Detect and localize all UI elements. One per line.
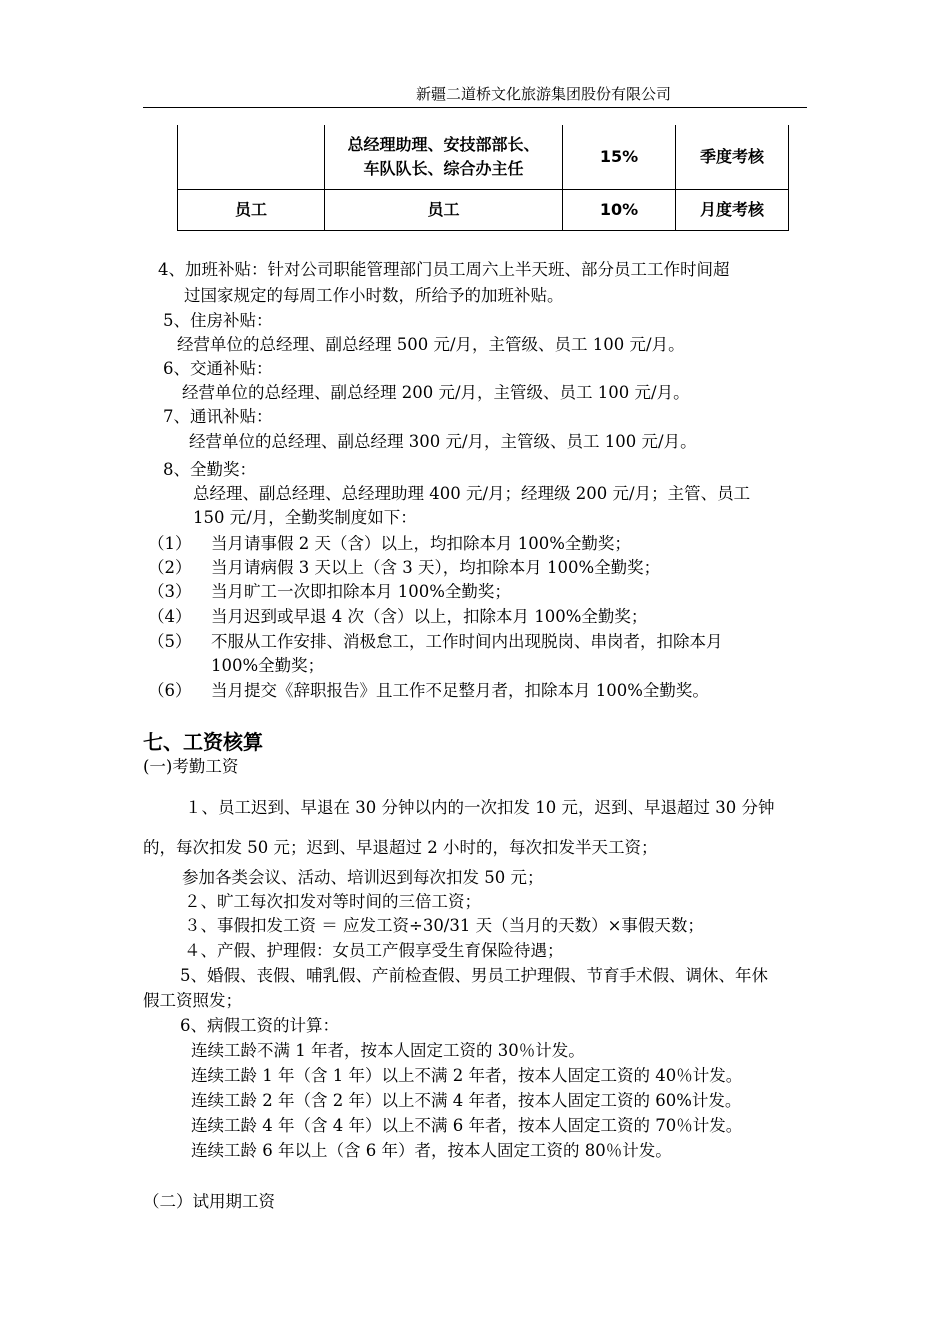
table-cell [325,125,563,190]
allowance-title: 7、通讯补贴： [163,407,273,426]
table-cell [178,125,325,190]
paragraph: ２、旷工每次扣发对等时间的三倍工资； [184,892,481,911]
table-cell: 10% [563,190,676,231]
paragraph: ４、产假、护理假：女员工产假享受生育保险待遇； [184,941,564,960]
rule-number: （3） [148,582,192,601]
paragraph: ３、事假扣发工资 ＝ 应发工资÷30/31 天（当月的天数）×事假天数； [184,916,704,935]
table-cell: 15% [563,125,676,190]
paragraph: 的，每次扣发 50 元；迟到、早退超过 2 小时的，每次扣发半天工资； [143,838,658,857]
header-rule [143,107,807,108]
cell-line: 车队队长、综合办主任 [363,159,524,178]
table-cell: 员工 [325,190,563,231]
bonus-table [177,125,789,231]
section-heading: 七、工资核算 [143,730,263,754]
allowance-detail: 经营单位的总经理、副总经理 500 元/月，主管级、员工 100 元/月。 [177,335,685,354]
rule-text: 当月旷工一次即扣除本月 100%全勤奖； [211,582,511,601]
rule-number: （6） [148,681,192,700]
allowance-detail: 经营单位的总经理、副总经理 200 元/月，主管级、员工 100 元/月。 [182,383,690,402]
cell-line: 总经理助理、安技部部长、 [347,135,540,154]
paragraph: 6、病假工资的计算： [180,1016,339,1035]
allowance-title: 6、交通补贴： [163,359,273,378]
rule-number: （2） [148,558,192,577]
rule-text: 当月请事假 2 天（含）以上，均扣除本月 100%全勤奖； [211,534,631,553]
paragraph: 假工资照发； [143,991,242,1010]
sick-pay-line: 连续工龄 2 年（含 2 年）以上不满 4 年者，按本人固定工资的 60%计发。 [191,1091,742,1110]
rule-number: （4） [148,607,192,626]
paragraph: 5、婚假、丧假、哺乳假、产前检查假、男员工护理假、节育手术假、调休、年休 [180,966,768,985]
allowance-title: 4、加班补贴：针对公司职能管理部门员工周六上半天班、部分员工工作时间超 [158,260,730,279]
sick-pay-line: 连续工龄 6 年以上（含 6 年）者，按本人固定工资的 80％计发。 [191,1141,672,1160]
rule-number: （1） [148,534,192,553]
allowance-title: 5、住房补贴： [163,311,273,330]
table-row [178,125,789,190]
table-cell: 季度考核 [676,125,789,190]
sick-pay-line: 连续工龄 1 年（含 1 年）以上不满 2 年者，按本人固定工资的 40％计发。 [191,1066,743,1085]
sick-pay-line: 连续工龄不满 1 年者，按本人固定工资的 30％计发。 [191,1041,585,1060]
table-cell: 员工 [178,190,325,231]
subsection-heading: （二）试用期工资 [143,1192,275,1211]
rule-text: 100%全勤奖； [211,656,325,675]
table-row [178,190,789,231]
rule-text: 当月迟到或早退 4 次（含）以上，扣除本月 100%全勤奖； [211,607,648,626]
company-header: 新疆二道桥文化旅游集团股份有限公司 [416,85,672,103]
paragraph: １、员工迟到、早退在 30 分钟以内的一次扣发 10 元，迟到、早退超过 30 分钟 [185,798,775,817]
allowance-detail: 经营单位的总经理、副总经理 300 元/月，主管级、员工 100 元/月。 [189,432,697,451]
allowance-detail: 总经理、副总经理、总经理助理 400 元/月；经理级 200 元/月；主管、员工 [193,484,751,503]
rule-text: 不服从工作安排、消极怠工，工作时间内出现脱岗、串岗者，扣除本月 [211,632,723,651]
sick-pay-line: 连续工龄 4 年（含 4 年）以上不满 6 年者，按本人固定工资的 70％计发。 [191,1116,743,1135]
paragraph: 参加各类会议、活动、培训迟到每次扣发 50 元； [182,868,544,887]
rule-text: 当月提交《辞职报告》且工作不足整月者，扣除本月 100%全勤奖。 [211,681,709,700]
table-cell: 月度考核 [676,190,789,231]
rule-text: 当月请病假 3 天以上（含 3 天），均扣除本月 100%全勤奖； [211,558,661,577]
allowance-detail: 150 元/月，全勤奖制度如下： [193,508,417,527]
rule-number: （5） [148,632,192,651]
subsection-heading: (一)考勤工资 [143,757,239,776]
allowance-detail: 过国家规定的每周工作小时数，所给予的加班补贴。 [184,286,564,305]
allowance-title: 8、全勤奖： [163,460,256,479]
